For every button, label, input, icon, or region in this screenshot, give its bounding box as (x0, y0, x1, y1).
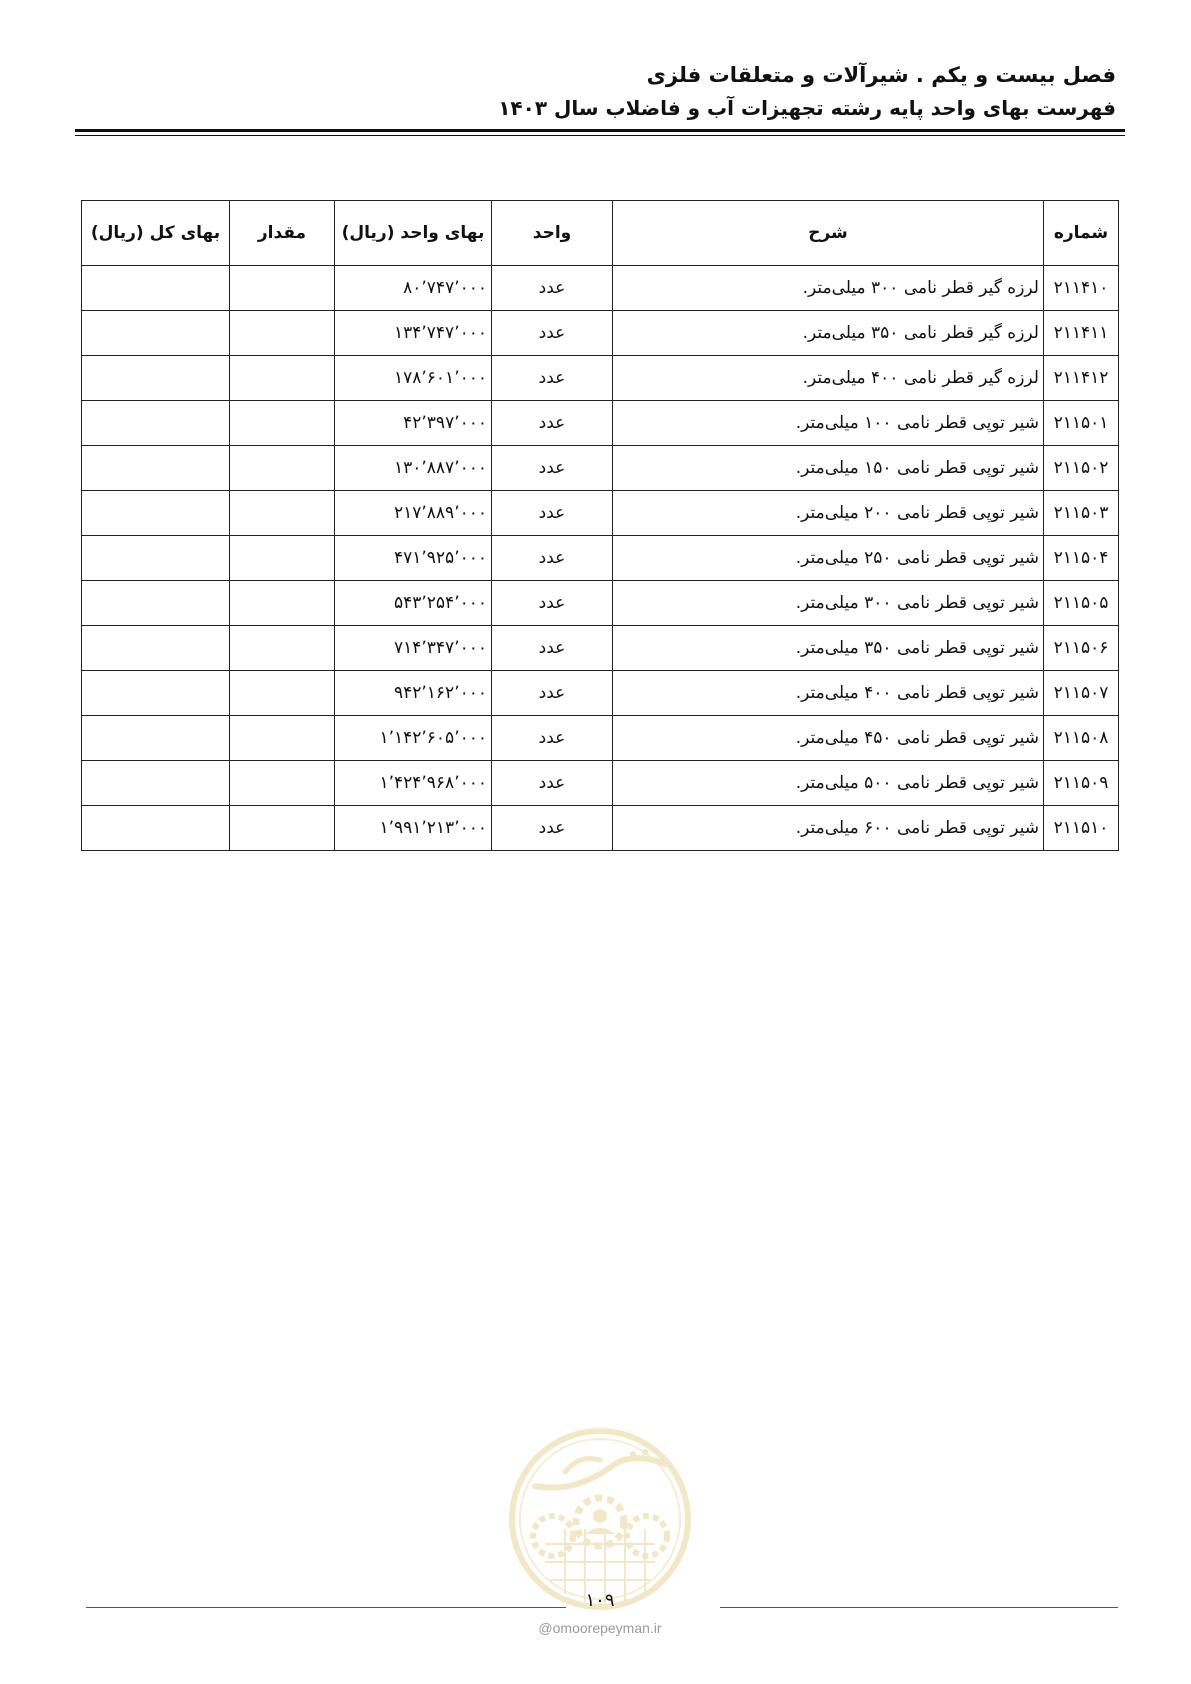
row-unit-price: ۱۳۴٬۷۴۷٬۰۰۰ (335, 311, 492, 356)
table-header-row (82, 201, 1119, 266)
row-total-price (82, 761, 230, 806)
row-total-price (82, 716, 230, 761)
row-unit: عدد (492, 716, 613, 761)
row-number: ۲۱۱۵۰۵ (1044, 581, 1119, 626)
row-number: ۲۱۱۵۰۹ (1044, 761, 1119, 806)
row-description: لرزه گیر قطر نامی ۳۰۰ میلی‌متر. (613, 266, 1044, 311)
table-row (82, 446, 1119, 491)
column-header-unit: واحد (492, 201, 613, 266)
row-unit-price: ۵۴۳٬۲۵۴٬۰۰۰ (335, 581, 492, 626)
table-row (82, 671, 1119, 716)
omoorepeyman-logo-icon (505, 1424, 695, 1614)
row-total-price (82, 266, 230, 311)
table-row (82, 536, 1119, 581)
row-total-price (82, 446, 230, 491)
row-unit-price: ۴۷۱٬۹۲۵٬۰۰۰ (335, 536, 492, 581)
table-row (82, 266, 1119, 311)
chapter-title: فصل بیست و یکم . شیرآلات و متعلقات فلزی (646, 63, 1116, 87)
header-rule-thin (75, 135, 1125, 136)
row-quantity (230, 536, 335, 581)
row-description: شیر توپی قطر نامی ۴۰۰ میلی‌متر. (613, 671, 1044, 716)
row-number: ۲۱۱۵۰۷ (1044, 671, 1119, 716)
row-unit-price: ۷۱۴٬۳۴۷٬۰۰۰ (335, 626, 492, 671)
row-description: شیر توپی قطر نامی ۱۰۰ میلی‌متر. (613, 401, 1044, 446)
row-total-price (82, 536, 230, 581)
column-header-total-price: بهای کل (ریال) (82, 201, 230, 266)
row-total-price (82, 356, 230, 401)
row-unit-price: ۴۲٬۳۹۷٬۰۰۰ (335, 401, 492, 446)
row-description: شیر توپی قطر نامی ۳۰۰ میلی‌متر. (613, 581, 1044, 626)
row-unit: عدد (492, 536, 613, 581)
row-number: ۲۱۱۵۰۱ (1044, 401, 1119, 446)
footer-rule-right (720, 1607, 1118, 1608)
page-number: ۱۰۹ (585, 1590, 615, 1611)
table-row (82, 716, 1119, 761)
column-header-unit-price: بهای واحد (ریال) (335, 201, 492, 266)
row-unit: عدد (492, 266, 613, 311)
row-unit-price: ۹۴۲٬۱۶۲٬۰۰۰ (335, 671, 492, 716)
row-description: شیر توپی قطر نامی ۱۵۰ میلی‌متر. (613, 446, 1044, 491)
row-description: شیر توپی قطر نامی ۲۵۰ میلی‌متر. (613, 536, 1044, 581)
row-unit-price: ۱۳۰٬۸۸۷٬۰۰۰ (335, 446, 492, 491)
row-number: ۲۱۱۵۱۰ (1044, 806, 1119, 851)
row-unit-price: ۱٬۹۹۱٬۲۱۳٬۰۰۰ (335, 806, 492, 851)
row-total-price (82, 806, 230, 851)
table-row (82, 491, 1119, 536)
page-header (66, 58, 1116, 124)
row-description: شیر توپی قطر نامی ۴۵۰ میلی‌متر. (613, 716, 1044, 761)
row-unit: عدد (492, 626, 613, 671)
row-description: شیر توپی قطر نامی ۳۵۰ میلی‌متر. (613, 626, 1044, 671)
row-quantity (230, 806, 335, 851)
row-unit: عدد (492, 671, 613, 716)
row-quantity (230, 581, 335, 626)
table-row (82, 401, 1119, 446)
table-row (82, 311, 1119, 356)
table-row (82, 806, 1119, 851)
row-unit: عدد (492, 311, 613, 356)
column-header-description: شرح (613, 201, 1044, 266)
row-quantity (230, 446, 335, 491)
row-unit: عدد (492, 761, 613, 806)
row-number: ۲۱۱۵۰۴ (1044, 536, 1119, 581)
row-description: لرزه گیر قطر نامی ۴۰۰ میلی‌متر. (613, 356, 1044, 401)
row-total-price (82, 401, 230, 446)
row-number: ۲۱۱۵۰۶ (1044, 626, 1119, 671)
row-total-price (82, 581, 230, 626)
row-number: ۲۱۱۴۱۲ (1044, 356, 1119, 401)
row-unit: عدد (492, 806, 613, 851)
row-quantity (230, 626, 335, 671)
table-row (82, 626, 1119, 671)
row-number: ۲۱۱۵۰۲ (1044, 446, 1119, 491)
row-description: لرزه گیر قطر نامی ۳۵۰ میلی‌متر. (613, 311, 1044, 356)
footer-url: @omoorepeyman.ir (538, 1620, 662, 1636)
table-row (82, 356, 1119, 401)
row-total-price (82, 671, 230, 716)
row-quantity (230, 401, 335, 446)
row-quantity (230, 311, 335, 356)
row-description: شیر توپی قطر نامی ۲۰۰ میلی‌متر. (613, 491, 1044, 536)
row-quantity (230, 671, 335, 716)
row-unit-price: ۲۱۷٬۸۸۹٬۰۰۰ (335, 491, 492, 536)
row-unit: عدد (492, 581, 613, 626)
row-unit-price: ۱٬۱۴۲٬۶۰۵٬۰۰۰ (335, 716, 492, 761)
row-number: ۲۱۱۴۱۰ (1044, 266, 1119, 311)
row-unit: عدد (492, 356, 613, 401)
header-rule-thick (75, 129, 1125, 132)
price-table (81, 200, 1119, 851)
row-description: شیر توپی قطر نامی ۵۰۰ میلی‌متر. (613, 761, 1044, 806)
row-unit-price: ۸۰٬۷۴۷٬۰۰۰ (335, 266, 492, 311)
row-unit: عدد (492, 446, 613, 491)
row-number: ۲۱۱۴۱۱ (1044, 311, 1119, 356)
row-quantity (230, 356, 335, 401)
row-quantity (230, 491, 335, 536)
row-quantity (230, 716, 335, 761)
row-unit: عدد (492, 491, 613, 536)
table-row (82, 581, 1119, 626)
table-body (82, 266, 1119, 851)
row-quantity (230, 266, 335, 311)
row-unit-price: ۱۷۸٬۶۰۱٬۰۰۰ (335, 356, 492, 401)
table-row (82, 761, 1119, 806)
row-number: ۲۱۱۵۰۳ (1044, 491, 1119, 536)
column-header-number: شماره (1044, 201, 1119, 266)
footer-rule-left (86, 1607, 566, 1608)
row-description: شیر توپی قطر نامی ۶۰۰ میلی‌متر. (613, 806, 1044, 851)
row-quantity (230, 761, 335, 806)
row-total-price (82, 491, 230, 536)
row-unit: عدد (492, 401, 613, 446)
row-unit-price: ۱٬۴۲۴٬۹۶۸٬۰۰۰ (335, 761, 492, 806)
row-number: ۲۱۱۵۰۸ (1044, 716, 1119, 761)
row-total-price (82, 626, 230, 671)
document-title: فهرست بهای واحد پایه رشته تجهیزات آب و فاضلاب سال ۱۴۰۳ (498, 96, 1116, 120)
column-header-quantity: مقدار (230, 201, 335, 266)
row-total-price (82, 311, 230, 356)
